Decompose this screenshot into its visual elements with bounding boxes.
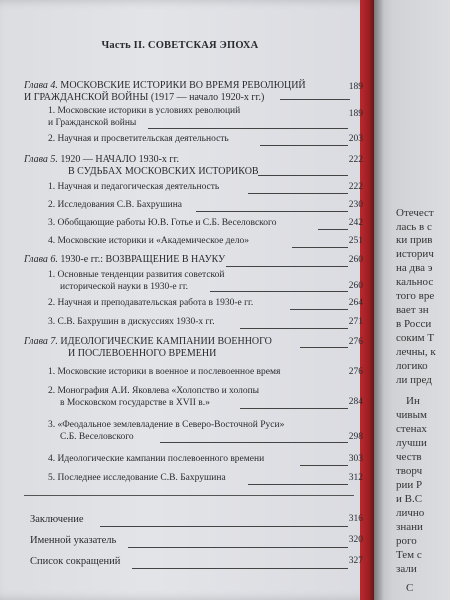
right-page-text-line: вает зн [396, 304, 429, 316]
leader-line [128, 547, 348, 548]
toc-item [48, 236, 249, 248]
toc-item-line1: 2. Монография А.И. Яковлева «Холопство и холопы [48, 386, 260, 396]
toc-item-line2: С.Б. Веселовского [60, 431, 134, 442]
toc-item-line1: 3. Обобщающие работы Ю.В. Готье и С.Б. Веселовского [48, 218, 277, 228]
chapter-title-line2: И ГРАЖДАНСКОЙ ВОЙНЫ (1917 — начало 1920-х гг.) [24, 92, 265, 103]
chapter-title-line1: 1930-е гг.: ВОЗВРАЩЕНИЕ В НАУКУ [60, 254, 226, 265]
page-number: 189 [348, 82, 363, 92]
right-page-text-line: рии Р [396, 479, 423, 491]
right-page-text-line: и В.С [396, 493, 423, 505]
page-number: 251 [348, 236, 363, 246]
toc-item-line2: и Гражданской войны [48, 117, 137, 128]
toc-item [48, 182, 219, 194]
right-page-text-line: соким Т [396, 332, 435, 344]
leader-line [226, 266, 348, 267]
toc-item-line1: 4. Московские историки и «Академическое дело» [48, 236, 249, 246]
right-page-text-line: на два э [396, 262, 433, 274]
leader-line [100, 526, 348, 527]
leader-line [260, 145, 348, 146]
right-page-text-line: Ин [406, 395, 420, 407]
leader-line [240, 328, 348, 329]
right-page-text-line: лечны, к [396, 346, 436, 358]
toc-item-line1: 3. «Феодальное землевладение в Северо-Восточной Руси» [48, 420, 285, 430]
chapter-label: Глава 4. [24, 80, 58, 91]
right-page-text-line: честв [396, 451, 422, 463]
leader-line [290, 309, 348, 310]
leader-line [248, 484, 348, 485]
chapter-label: Глава 7. [24, 336, 58, 347]
page-number: 298 [348, 432, 363, 442]
back-matter-item: Заключение [30, 514, 84, 525]
toc-item [48, 473, 226, 485]
leader-line [280, 99, 350, 100]
right-page-text-line: Тем с [396, 549, 422, 561]
chapter-4-title [24, 80, 346, 104]
section-divider [24, 495, 354, 496]
toc-item [48, 317, 215, 329]
page-number: 316 [348, 514, 363, 524]
page-number: 312 [348, 473, 363, 483]
toc-item [48, 270, 225, 293]
right-page-text-line: лично [396, 507, 425, 519]
right-page-text-line: ки прив [396, 234, 433, 246]
toc-item [48, 386, 259, 409]
chapter-title-line1: 1920 — НАЧАЛО 1930-х гг. [60, 154, 179, 165]
back-matter-item: Список сокращений [30, 556, 121, 567]
page-number: 203 [348, 134, 363, 144]
chapter-title-line2: В СУДЬБАХ МОСКОВСКИХ ИСТОРИКОВ [68, 166, 259, 177]
toc-item [48, 134, 229, 146]
chapter-title-line1: ИДЕОЛОГИЧЕСКИЕ КАМПАНИИ ВОЕННОГО [60, 336, 272, 347]
right-page-text-line: Отечест [396, 207, 434, 219]
leader-line [258, 175, 348, 176]
toc-item [48, 454, 264, 466]
page-number: 264 [348, 298, 363, 308]
page-number: 271 [348, 317, 363, 327]
toc-item [48, 218, 276, 230]
toc-item-line1: 2. Исследования С.В. Бахрушина [48, 200, 182, 210]
toc-item [48, 420, 284, 443]
right-book-page [374, 0, 450, 600]
leader-line [132, 568, 348, 569]
leader-line [292, 247, 348, 248]
page-number: 260 [348, 281, 363, 291]
page-number: 276 [348, 337, 363, 347]
toc-item-line1: 1. Научная и педагогическая деятельность [48, 182, 220, 192]
chapter-title-line2: И ПОСЛЕВОЕННОГО ВРЕМЕНИ [68, 348, 217, 359]
toc-item-line1: 3. С.В. Бахрушин в дискуссиях 1930-х гг. [48, 317, 215, 327]
right-page-text-line: кальнос [396, 276, 434, 288]
toc-item-line1: 4. Идеологические кампании послевоенного времени [48, 454, 265, 464]
right-page-text-line: того вре [396, 290, 435, 302]
toc-item-line1: 2. Научная и просветительская деятельность [48, 134, 229, 144]
right-page-text-line: лучши [396, 437, 427, 449]
chapter-7-title [24, 336, 346, 360]
leader-line [318, 229, 348, 230]
page-number: 327 [348, 556, 363, 566]
toc-item-line1: 2. Научная и преподавательская работа в 1930-е гг. [48, 298, 254, 308]
leader-line [196, 211, 348, 212]
toc-item-line2: в Московском государстве в XVII в.» [60, 397, 210, 408]
page-number: 222 [348, 155, 363, 165]
page-heading: Часть II. СОВЕТСКАЯ ЭПОХА [101, 40, 259, 51]
toc-item-line2: исторической науки в 1930-е гг. [60, 281, 189, 292]
right-page-text-line: рого [396, 535, 417, 547]
back-matter-item: Именной указатель [30, 535, 117, 546]
right-page-text-line: ли пред [396, 374, 432, 386]
chapter-title-line1: МОСКОВСКИЕ ИСТОРИКИ ВО ВРЕМЯ РЕВОЛЮЦИЙ [60, 80, 306, 91]
page-number: 320 [348, 535, 363, 545]
page-number: 242 [348, 218, 363, 228]
right-page-text-line: стенах [396, 423, 427, 435]
right-page-text-line: в Росси [396, 318, 432, 330]
right-page-text-line: зали [396, 563, 417, 575]
leader-line [248, 193, 348, 194]
right-page-text-line: знани [396, 521, 423, 533]
right-page-text-line: историч [396, 248, 434, 260]
toc-item-line1: 1. Основные тенденции развития советской [48, 270, 225, 280]
page-number: 303 [348, 454, 363, 464]
page-number: 222 [348, 182, 363, 192]
right-page-text-line: лась в с [396, 221, 432, 233]
gutter-shadow [374, 0, 384, 600]
right-page-text-line: логико [396, 360, 428, 372]
leader-line [300, 347, 348, 348]
chapter-label: Глава 6. [24, 254, 58, 265]
toc-item [48, 106, 240, 129]
chapter-6-title [24, 254, 346, 266]
leader-line [210, 291, 348, 292]
leader-line [160, 442, 348, 443]
toc-item-line1: 1. Московские историки в военное и послевоенное время [48, 367, 281, 377]
right-page-text-line: творч [396, 465, 423, 477]
leader-line [300, 465, 348, 466]
toc-item-line1: 5. Последнее исследование С.В. Бахрушина [48, 473, 226, 483]
page-number: 230 [348, 200, 363, 210]
toc-item-line1: 1. Московские историки в условиях революций [48, 106, 241, 116]
page-number: 260 [348, 255, 363, 265]
toc-item [48, 298, 253, 310]
chapter-label: Глава 5. [24, 154, 58, 165]
toc-item [48, 367, 280, 379]
leader-line [240, 408, 348, 409]
toc-item [48, 200, 182, 212]
right-page-text-line: чивым [396, 409, 427, 421]
right-page-text-line: С [406, 582, 414, 594]
page-number: 284 [348, 397, 363, 407]
leader-line [148, 128, 348, 129]
page-number: 189 [348, 109, 363, 119]
page-number: 276 [348, 367, 363, 377]
